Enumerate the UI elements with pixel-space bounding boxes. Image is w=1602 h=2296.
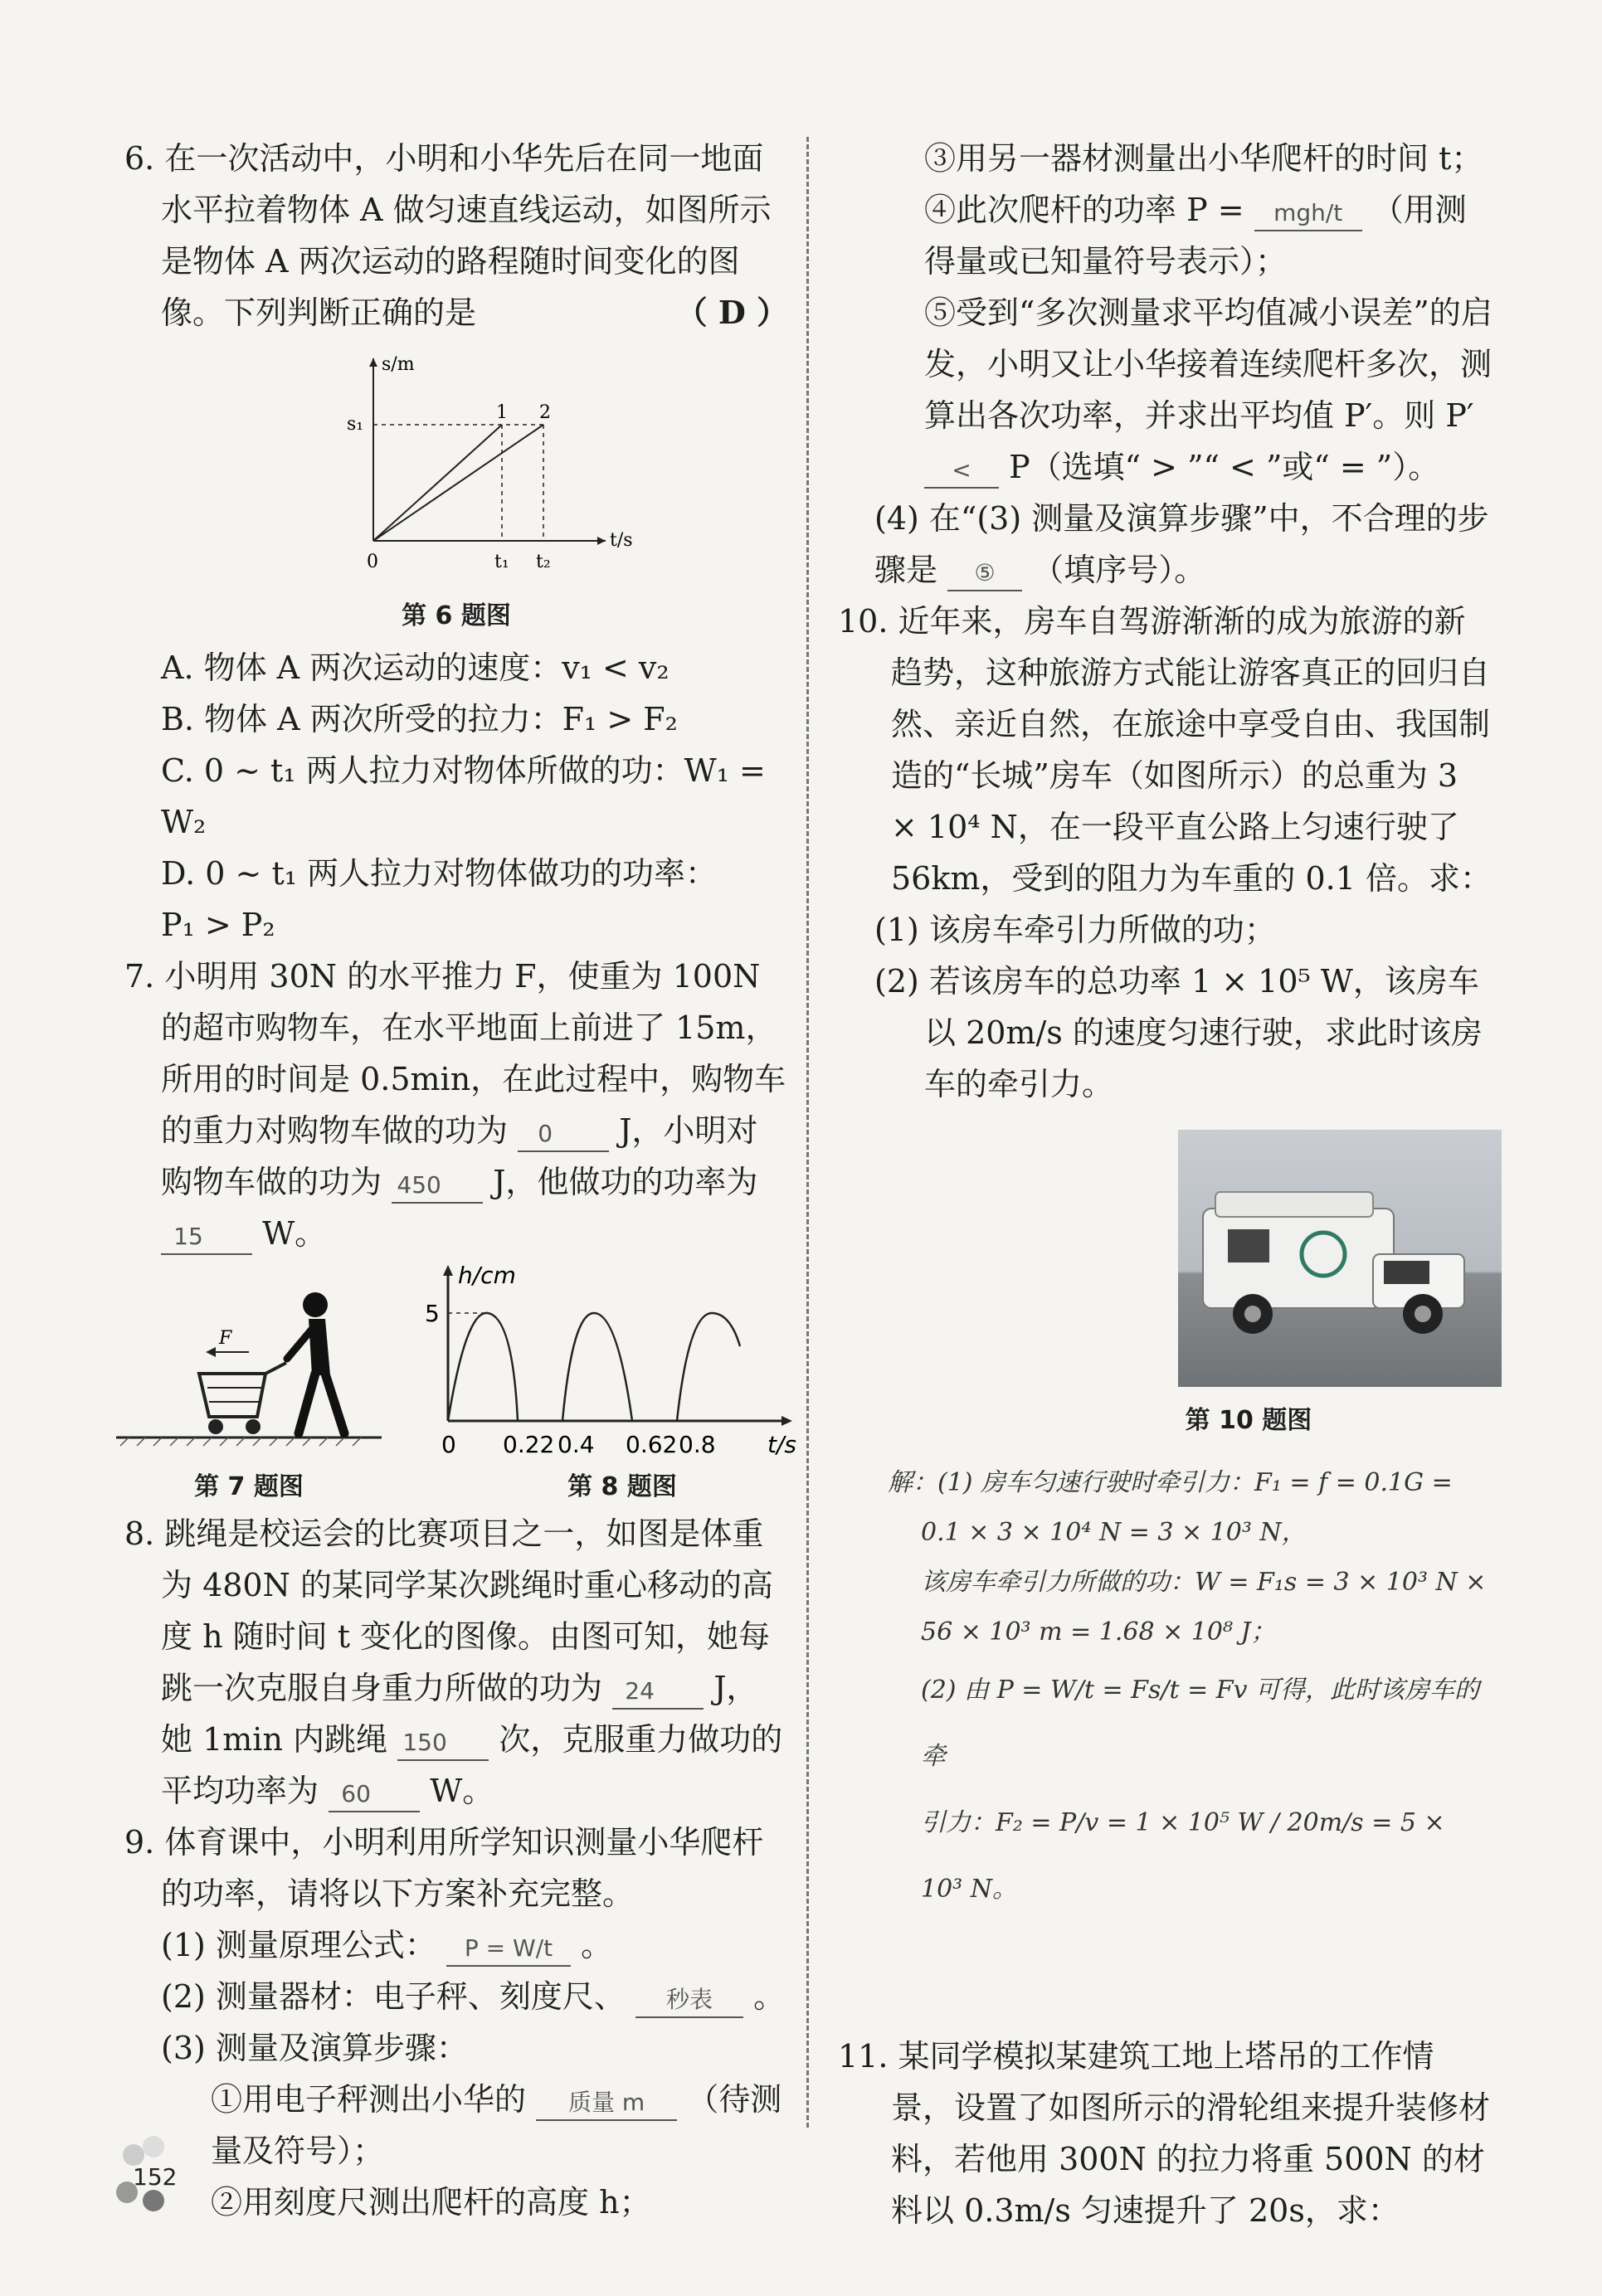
q8-x-tick-0: 0 <box>441 1431 456 1458</box>
q8-caption: 第 8 题图 <box>567 1472 677 1501</box>
q8-x-tick-4: 0.8 <box>679 1431 716 1458</box>
q9-step-1-text: ①用电子秤测出小华的 <box>211 2081 527 2118</box>
q9-part-1-end: 。 <box>581 1927 613 1963</box>
q6-line-1 <box>373 425 502 541</box>
q8-stem <box>124 1508 788 1817</box>
q7-text-3: J，他做功的功率为 <box>493 1164 758 1200</box>
q7-q8-figures <box>116 1259 796 1508</box>
q7-text-2: J，小明对购物车做的功为 <box>161 1112 758 1200</box>
q6-line-2 <box>373 425 543 541</box>
q9-step-4 <box>838 184 1493 287</box>
q8-x-tick-1: 0.22 <box>503 1431 555 1458</box>
q9-stem: 9. 体育课中，小明利用所学知识测量小华爬杆的功率，请将以下方案补充完整。 <box>124 1824 764 1912</box>
q6-y-tick: s₁ <box>347 414 364 435</box>
q7-answer-1: 0 <box>518 1117 609 1152</box>
q9-part-4-answer: ⑤ <box>947 557 1022 591</box>
q8-x-axis-label: t/s <box>767 1431 796 1458</box>
q8-answer-2: 150 <box>397 1726 489 1761</box>
q10-solution-line-3: 该房车牵引力所做的功：W = F₁s = 3 × 10³ N × <box>921 1568 1487 1597</box>
q6-option-c: C. 0 ~ t₁ 两人拉力对物体所做的功：W₁ = W₂ <box>161 752 766 840</box>
q8-y-tick: 5 <box>425 1300 440 1327</box>
q9-step-5-text-1: ⑤受到“多次测量求平均值减小误差”的启发，小明又让小华接着连续爬杆多次，测算出各次功率，并求出平均值 P′。则 P′ <box>924 294 1492 434</box>
q6-option-a: A. 物体 A 两次运动的速度：v₁ < v₂ <box>161 649 670 686</box>
q8-answer-3: 60 <box>329 1778 420 1812</box>
q10-solution-line-5: (2) 由 P = W/t = Fs/t = Fv 可得，此时该房车的牵 <box>921 1676 1480 1771</box>
q7-answer-3: 15 <box>161 1220 252 1255</box>
q7-caption: 第 7 题图 <box>194 1472 304 1501</box>
q10-solution-line-2: 0.1 × 3 × 10⁴ N = 3 × 10³ N， <box>921 1518 1307 1547</box>
q7-force-label: F <box>219 1328 232 1349</box>
q8-x-tick-3: 0.62 <box>626 1431 678 1458</box>
q6-line-label-2: 2 <box>539 402 551 423</box>
q9-part-1-text: (1) 测量原理公式： <box>161 1927 436 1963</box>
q7-text-1: 7. 小明用 30N 的水平推力 F，使重为 100N 的超市购物车，在水平地面上前进了 15m，所用的时间是 0.5min，在此过程中，购物车的重力对购物车做的功为 <box>124 958 786 1149</box>
q8-x-tick-2: 0.4 <box>558 1431 595 1458</box>
q8-text-2: J，她 1min 内跳绳 <box>161 1670 758 1758</box>
q10-stem: 10. 近年来，房车自驾游渐渐的成为旅游的新趋势，这种旅游方式能让游客真正的回归自然、亲近自然，在旅途中享受自由、我国制造的“长城”房车（如图所示）的总重为 3 × 10⁴ N，在一段平直公路上匀速行驶了 56km，受到的阻力为车重的 0.1 倍。求： <box>838 603 1492 897</box>
rv-illustration <box>1178 1130 1502 1387</box>
q11-stem: 11. 某同学模拟某建筑工地上塔吊的工作情景，设置了如图所示的滑轮组来提升装修材料，若他用 300N 的拉力将重 500N 的材料以 0.3m/s 匀速提升了 20s，求： <box>838 2038 1491 2229</box>
page-number-decoration <box>143 2190 164 2211</box>
q9-part-3: (3) 测量及演算步骤： <box>161 2030 468 2066</box>
q8-text-4: W。 <box>430 1773 494 1809</box>
q9-part-2-text: (2) 测量器材：电子秤、刻度尺、 <box>161 1978 626 2015</box>
q9-step-1-answer: 质量 m <box>536 2086 677 2121</box>
q6-answer: （ D ） <box>675 294 788 331</box>
q9-step-4-text: ④此次爬杆的功率 P = <box>924 192 1244 228</box>
q8-text-3: 次，克服重力做功的平均功率为 <box>161 1721 783 1809</box>
q10-part-1: (1) 该房车牵引力所做的功； <box>874 912 1276 948</box>
q8-jump-2 <box>562 1313 632 1421</box>
q8-graph <box>415 1263 805 1462</box>
page-number: 152 <box>133 2163 178 2191</box>
q6-x-tick-0: 0 <box>367 552 378 572</box>
column-divider <box>806 137 809 2128</box>
q10-rv-photo <box>1178 1130 1502 1387</box>
q7-cart-figure <box>116 1276 398 1467</box>
q7-stem <box>124 951 788 1259</box>
q8-answer-1: 24 <box>612 1675 704 1710</box>
q6-x-tick-2: t₂ <box>536 552 551 572</box>
q6-line-label-1: 1 <box>496 402 508 423</box>
q10-solution-line-1: 解：(1) 房车匀速行驶时牵引力：F₁ = f = 0.1G = <box>888 1468 1453 1497</box>
q9-part-4-end: （填序号）。 <box>1032 552 1206 588</box>
q8-jump-1 <box>448 1313 518 1421</box>
q9-step-5-answer: < <box>924 454 999 489</box>
q9-part-1-answer: P = W/t <box>446 1932 571 1967</box>
left-column <box>124 133 796 2228</box>
q9-part-4 <box>838 493 1493 596</box>
q9-step-4-answer: mgh/t <box>1254 197 1362 231</box>
q6-x-axis-label: t/s <box>610 530 633 551</box>
q9-step-4-end: （用测得量或已知量符号表示）； <box>924 192 1467 280</box>
q6-y-axis-label: s/m <box>382 354 415 375</box>
q9-part-1 <box>124 1919 788 1971</box>
q9-part-2-answer: 秒表 <box>635 1983 743 2018</box>
right-column <box>838 133 1493 2236</box>
q6-x-tick-1: t₁ <box>494 552 509 572</box>
q10-solution <box>838 1458 1493 1923</box>
q6-stem <box>124 133 788 338</box>
q9-step-5-text-2: P（选填“ > ”“ < ”或“ = ”）。 <box>1009 449 1440 485</box>
q6-answer-letter: D <box>718 294 746 331</box>
q6-option-d: D. 0 ~ t₁ 两人拉力对物体做功的功率：P₁ > P₂ <box>161 855 718 943</box>
q6-option-b: B. 物体 A 两次所受的拉力：F₁ > F₂ <box>161 701 678 737</box>
q10-part-2: (2) 若该房车的总功率 1 × 10⁵ W，该房车以 20m/s 的速度匀速行驶，求此时该房车的牵引力。 <box>874 963 1483 1102</box>
q6-caption: 第 6 题图 <box>402 601 511 630</box>
q9-part-2-end: 。 <box>753 1978 786 2015</box>
q9-step-3: ③用另一器材测量出小华爬杆的时间 t； <box>924 140 1483 177</box>
q9-step-1 <box>124 2074 788 2177</box>
q7-answer-2: 450 <box>392 1169 483 1204</box>
page-number-decoration <box>143 2136 164 2157</box>
q10-solution-line-6: 引力：F₂ = P/v = 1 × 10⁵ W / 20m/s = 5 × 10³ N。 <box>921 1808 1445 1904</box>
q6-text: 6. 在一次活动中，小明和小华先后在同一地面水平拉着物体 A 做匀速直线运动，如图所示是物体 A 两次运动的路程随时间变化的图像。下列判断正确的是 <box>124 140 772 331</box>
q7-text-4: W。 <box>262 1215 327 1252</box>
q6-graph <box>124 350 788 591</box>
q10-solution-line-4: 56 × 10³ m = 1.68 × 10⁸ J； <box>921 1617 1276 1647</box>
q9-step-2: ②用刻度尺测出爬杆的高度 h； <box>211 2184 651 2221</box>
q9-part-4-text: (4) 在“(3) 测量及演算步骤”中，不合理的步骤是 <box>874 500 1489 588</box>
q9-step-1-end: （待测量及符号）； <box>211 2081 782 2169</box>
q8-y-axis-label: h/cm <box>458 1263 516 1289</box>
q9-step-5 <box>838 287 1493 493</box>
q8-text-1: 8. 跳绳是校运会的比赛项目之一，如图是体重为 480N 的某同学某次跳绳时重心移动的高度 h 随时间 t 变化的图像。由图可知，她每跳一次克服自身重力所做的功为 <box>124 1515 773 1706</box>
q8-jump-3 <box>677 1313 740 1421</box>
q9-part-2 <box>124 1971 788 2022</box>
q10-caption: 第 10 题图 <box>1185 1406 1312 1435</box>
